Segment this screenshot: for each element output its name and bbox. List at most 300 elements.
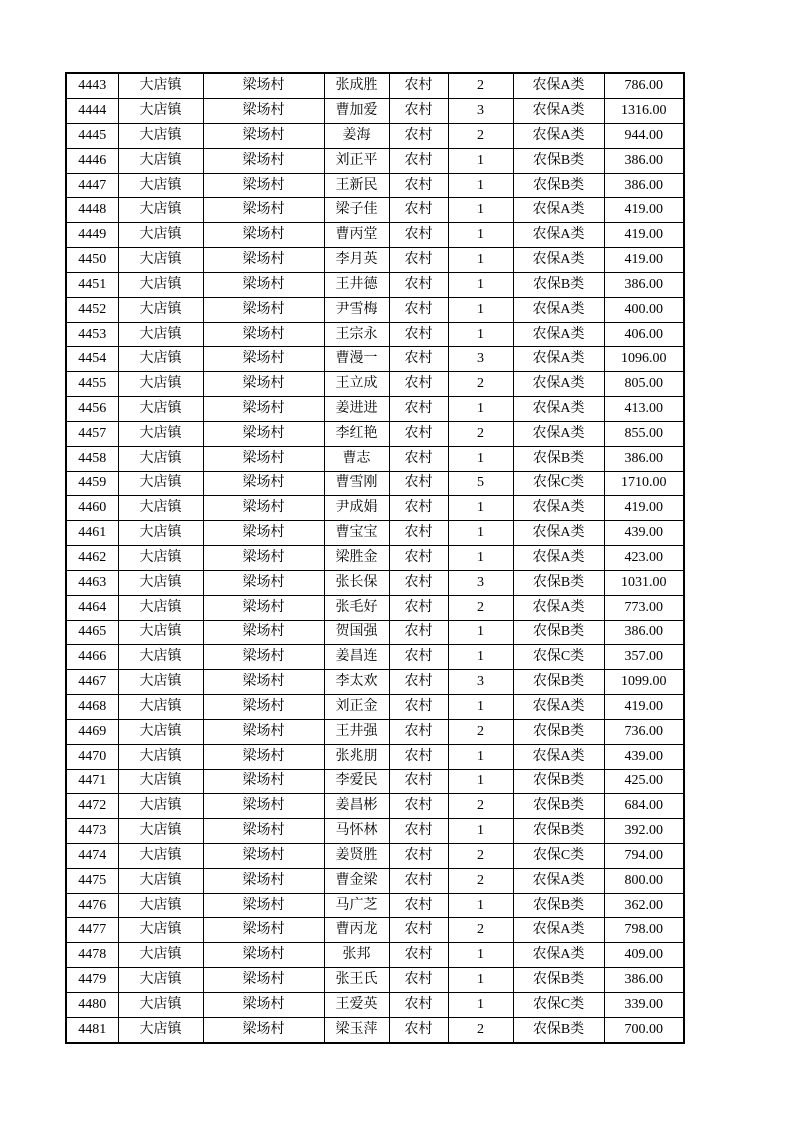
table-row xyxy=(66,645,684,670)
cell-count: 1 xyxy=(448,446,513,471)
cell-amount: 773.00 xyxy=(604,595,684,620)
cell-id: 4472 xyxy=(66,794,118,819)
cell-residence: 农村 xyxy=(389,670,448,695)
cell-name: 李红艳 xyxy=(324,421,389,446)
cell-id: 4460 xyxy=(66,496,118,521)
table-row xyxy=(66,272,684,297)
cell-category: 农保A类 xyxy=(513,496,604,521)
cell-town: 大店镇 xyxy=(118,99,203,124)
cell-id: 4465 xyxy=(66,620,118,645)
cell-town: 大店镇 xyxy=(118,272,203,297)
table-row xyxy=(66,421,684,446)
table-row xyxy=(66,992,684,1017)
cell-count: 1 xyxy=(448,223,513,248)
cell-name: 姜海 xyxy=(324,123,389,148)
cell-amount: 362.00 xyxy=(604,893,684,918)
cell-town: 大店镇 xyxy=(118,397,203,422)
cell-count: 1 xyxy=(448,744,513,769)
cell-id: 4443 xyxy=(66,73,118,99)
cell-amount: 423.00 xyxy=(604,546,684,571)
cell-count: 3 xyxy=(448,99,513,124)
cell-category: 农保B类 xyxy=(513,719,604,744)
table-row xyxy=(66,322,684,347)
cell-amount: 392.00 xyxy=(604,819,684,844)
cell-id: 4480 xyxy=(66,992,118,1017)
cell-category: 农保A类 xyxy=(513,943,604,968)
cell-category: 农保B类 xyxy=(513,1017,604,1043)
table-row xyxy=(66,943,684,968)
cell-village: 梁场村 xyxy=(203,645,324,670)
cell-category: 农保A类 xyxy=(513,322,604,347)
cell-village: 梁场村 xyxy=(203,868,324,893)
cell-name: 王井德 xyxy=(324,272,389,297)
cell-amount: 684.00 xyxy=(604,794,684,819)
cell-count: 1 xyxy=(448,173,513,198)
cell-count: 1 xyxy=(448,695,513,720)
cell-name: 张邦 xyxy=(324,943,389,968)
cell-name: 张长保 xyxy=(324,570,389,595)
cell-town: 大店镇 xyxy=(118,645,203,670)
cell-village: 梁场村 xyxy=(203,73,324,99)
table-row xyxy=(66,496,684,521)
table-row xyxy=(66,372,684,397)
cell-id: 4448 xyxy=(66,198,118,223)
cell-town: 大店镇 xyxy=(118,446,203,471)
cell-category: 农保A类 xyxy=(513,918,604,943)
cell-amount: 386.00 xyxy=(604,968,684,993)
cell-count: 2 xyxy=(448,1017,513,1043)
cell-id: 4473 xyxy=(66,819,118,844)
cell-count: 1 xyxy=(448,992,513,1017)
cell-category: 农保B类 xyxy=(513,272,604,297)
cell-residence: 农村 xyxy=(389,99,448,124)
cell-residence: 农村 xyxy=(389,744,448,769)
cell-category: 农保B类 xyxy=(513,446,604,471)
cell-category: 农保C类 xyxy=(513,844,604,869)
cell-town: 大店镇 xyxy=(118,744,203,769)
cell-name: 曹加爱 xyxy=(324,99,389,124)
cell-amount: 736.00 xyxy=(604,719,684,744)
cell-count: 1 xyxy=(448,272,513,297)
table-row xyxy=(66,719,684,744)
cell-category: 农保A类 xyxy=(513,695,604,720)
cell-residence: 农村 xyxy=(389,471,448,496)
cell-id: 4456 xyxy=(66,397,118,422)
cell-id: 4447 xyxy=(66,173,118,198)
cell-village: 梁场村 xyxy=(203,297,324,322)
cell-name: 姜昌彬 xyxy=(324,794,389,819)
cell-id: 4462 xyxy=(66,546,118,571)
cell-town: 大店镇 xyxy=(118,297,203,322)
cell-category: 农保A类 xyxy=(513,421,604,446)
cell-name: 王井强 xyxy=(324,719,389,744)
cell-count: 2 xyxy=(448,421,513,446)
cell-name: 尹成娟 xyxy=(324,496,389,521)
cell-count: 5 xyxy=(448,471,513,496)
cell-town: 大店镇 xyxy=(118,570,203,595)
cell-amount: 786.00 xyxy=(604,73,684,99)
cell-amount: 419.00 xyxy=(604,198,684,223)
cell-name: 马怀林 xyxy=(324,819,389,844)
cell-town: 大店镇 xyxy=(118,794,203,819)
cell-town: 大店镇 xyxy=(118,1017,203,1043)
cell-town: 大店镇 xyxy=(118,496,203,521)
cell-name: 曹宝宝 xyxy=(324,521,389,546)
cell-residence: 农村 xyxy=(389,595,448,620)
cell-name: 李爱民 xyxy=(324,769,389,794)
cell-village: 梁场村 xyxy=(203,595,324,620)
cell-village: 梁场村 xyxy=(203,968,324,993)
cell-residence: 农村 xyxy=(389,794,448,819)
cell-amount: 1710.00 xyxy=(604,471,684,496)
cell-village: 梁场村 xyxy=(203,223,324,248)
cell-category: 农保A类 xyxy=(513,73,604,99)
cell-category: 农保B类 xyxy=(513,794,604,819)
cell-count: 2 xyxy=(448,918,513,943)
cell-name: 王宗永 xyxy=(324,322,389,347)
cell-amount: 855.00 xyxy=(604,421,684,446)
table-row xyxy=(66,198,684,223)
cell-count: 1 xyxy=(448,496,513,521)
cell-town: 大店镇 xyxy=(118,471,203,496)
cell-town: 大店镇 xyxy=(118,943,203,968)
cell-village: 梁场村 xyxy=(203,794,324,819)
cell-name: 梁胜金 xyxy=(324,546,389,571)
cell-id: 4467 xyxy=(66,670,118,695)
cell-count: 3 xyxy=(448,670,513,695)
cell-residence: 农村 xyxy=(389,968,448,993)
cell-name: 刘正平 xyxy=(324,148,389,173)
table-row xyxy=(66,918,684,943)
cell-name: 梁玉萍 xyxy=(324,1017,389,1043)
table-row xyxy=(66,769,684,794)
cell-amount: 805.00 xyxy=(604,372,684,397)
records-table xyxy=(65,72,685,1044)
cell-residence: 农村 xyxy=(389,893,448,918)
cell-town: 大店镇 xyxy=(118,347,203,372)
cell-amount: 700.00 xyxy=(604,1017,684,1043)
cell-category: 农保A类 xyxy=(513,223,604,248)
cell-name: 张兆朋 xyxy=(324,744,389,769)
cell-category: 农保A类 xyxy=(513,521,604,546)
cell-count: 1 xyxy=(448,645,513,670)
cell-count: 1 xyxy=(448,521,513,546)
cell-category: 农保A类 xyxy=(513,198,604,223)
cell-residence: 农村 xyxy=(389,546,448,571)
cell-village: 梁场村 xyxy=(203,695,324,720)
cell-id: 4458 xyxy=(66,446,118,471)
cell-amount: 406.00 xyxy=(604,322,684,347)
cell-category: 农保B类 xyxy=(513,570,604,595)
cell-village: 梁场村 xyxy=(203,421,324,446)
cell-name: 李月英 xyxy=(324,248,389,273)
cell-residence: 农村 xyxy=(389,372,448,397)
cell-village: 梁场村 xyxy=(203,719,324,744)
cell-count: 3 xyxy=(448,570,513,595)
cell-village: 梁场村 xyxy=(203,446,324,471)
cell-category: 农保A类 xyxy=(513,99,604,124)
cell-amount: 798.00 xyxy=(604,918,684,943)
cell-village: 梁场村 xyxy=(203,992,324,1017)
cell-category: 农保B类 xyxy=(513,670,604,695)
cell-id: 4446 xyxy=(66,148,118,173)
cell-village: 梁场村 xyxy=(203,769,324,794)
cell-name: 尹雪梅 xyxy=(324,297,389,322)
cell-amount: 944.00 xyxy=(604,123,684,148)
cell-category: 农保A类 xyxy=(513,123,604,148)
cell-town: 大店镇 xyxy=(118,521,203,546)
cell-residence: 农村 xyxy=(389,272,448,297)
cell-id: 4450 xyxy=(66,248,118,273)
cell-village: 梁场村 xyxy=(203,123,324,148)
cell-town: 大店镇 xyxy=(118,173,203,198)
cell-village: 梁场村 xyxy=(203,546,324,571)
cell-residence: 农村 xyxy=(389,248,448,273)
table-row xyxy=(66,893,684,918)
cell-id: 4459 xyxy=(66,471,118,496)
cell-village: 梁场村 xyxy=(203,248,324,273)
cell-residence: 农村 xyxy=(389,421,448,446)
cell-amount: 386.00 xyxy=(604,620,684,645)
cell-village: 梁场村 xyxy=(203,844,324,869)
cell-village: 梁场村 xyxy=(203,347,324,372)
cell-name: 曹志 xyxy=(324,446,389,471)
table-row xyxy=(66,844,684,869)
cell-name: 姜昌连 xyxy=(324,645,389,670)
cell-name: 张毛好 xyxy=(324,595,389,620)
cell-id: 4453 xyxy=(66,322,118,347)
cell-village: 梁场村 xyxy=(203,322,324,347)
cell-amount: 419.00 xyxy=(604,223,684,248)
cell-village: 梁场村 xyxy=(203,670,324,695)
cell-residence: 农村 xyxy=(389,992,448,1017)
cell-town: 大店镇 xyxy=(118,844,203,869)
cell-name: 王立成 xyxy=(324,372,389,397)
cell-residence: 农村 xyxy=(389,347,448,372)
table-row xyxy=(66,570,684,595)
cell-name: 姜贤胜 xyxy=(324,844,389,869)
cell-id: 4449 xyxy=(66,223,118,248)
table-row xyxy=(66,248,684,273)
table-row xyxy=(66,297,684,322)
cell-category: 农保B类 xyxy=(513,968,604,993)
table-row xyxy=(66,620,684,645)
cell-village: 梁场村 xyxy=(203,99,324,124)
table-row xyxy=(66,99,684,124)
table-row xyxy=(66,223,684,248)
cell-id: 4451 xyxy=(66,272,118,297)
cell-amount: 386.00 xyxy=(604,173,684,198)
cell-name: 马广芝 xyxy=(324,893,389,918)
cell-residence: 农村 xyxy=(389,223,448,248)
cell-count: 1 xyxy=(448,546,513,571)
table-row xyxy=(66,695,684,720)
cell-residence: 农村 xyxy=(389,719,448,744)
cell-count: 1 xyxy=(448,198,513,223)
cell-amount: 339.00 xyxy=(604,992,684,1017)
table-row xyxy=(66,446,684,471)
cell-category: 农保A类 xyxy=(513,595,604,620)
cell-name: 贺国强 xyxy=(324,620,389,645)
table-row xyxy=(66,471,684,496)
cell-id: 4478 xyxy=(66,943,118,968)
cell-id: 4474 xyxy=(66,844,118,869)
cell-village: 梁场村 xyxy=(203,148,324,173)
cell-amount: 439.00 xyxy=(604,521,684,546)
cell-category: 农保A类 xyxy=(513,347,604,372)
cell-amount: 1316.00 xyxy=(604,99,684,124)
cell-residence: 农村 xyxy=(389,645,448,670)
cell-residence: 农村 xyxy=(389,918,448,943)
cell-category: 农保A类 xyxy=(513,546,604,571)
cell-town: 大店镇 xyxy=(118,223,203,248)
cell-category: 农保B类 xyxy=(513,819,604,844)
cell-category: 农保C类 xyxy=(513,471,604,496)
cell-town: 大店镇 xyxy=(118,198,203,223)
cell-category: 农保A类 xyxy=(513,297,604,322)
table-row xyxy=(66,73,684,99)
cell-count: 3 xyxy=(448,347,513,372)
cell-amount: 419.00 xyxy=(604,695,684,720)
cell-village: 梁场村 xyxy=(203,918,324,943)
cell-count: 1 xyxy=(448,893,513,918)
cell-town: 大店镇 xyxy=(118,372,203,397)
cell-town: 大店镇 xyxy=(118,148,203,173)
cell-id: 4457 xyxy=(66,421,118,446)
cell-village: 梁场村 xyxy=(203,943,324,968)
cell-residence: 农村 xyxy=(389,943,448,968)
cell-town: 大店镇 xyxy=(118,620,203,645)
cell-name: 曹金梁 xyxy=(324,868,389,893)
cell-town: 大店镇 xyxy=(118,918,203,943)
cell-category: 农保B类 xyxy=(513,620,604,645)
cell-count: 1 xyxy=(448,148,513,173)
cell-category: 农保C类 xyxy=(513,645,604,670)
cell-residence: 农村 xyxy=(389,570,448,595)
cell-amount: 357.00 xyxy=(604,645,684,670)
cell-residence: 农村 xyxy=(389,620,448,645)
cell-amount: 439.00 xyxy=(604,744,684,769)
cell-town: 大店镇 xyxy=(118,670,203,695)
cell-residence: 农村 xyxy=(389,322,448,347)
cell-village: 梁场村 xyxy=(203,570,324,595)
cell-town: 大店镇 xyxy=(118,719,203,744)
table-row xyxy=(66,670,684,695)
cell-count: 2 xyxy=(448,595,513,620)
cell-residence: 农村 xyxy=(389,521,448,546)
cell-count: 1 xyxy=(448,248,513,273)
table-row xyxy=(66,173,684,198)
cell-amount: 419.00 xyxy=(604,248,684,273)
cell-count: 1 xyxy=(448,297,513,322)
table-row xyxy=(66,1017,684,1043)
table-row xyxy=(66,819,684,844)
cell-village: 梁场村 xyxy=(203,496,324,521)
cell-count: 2 xyxy=(448,794,513,819)
cell-amount: 1031.00 xyxy=(604,570,684,595)
cell-residence: 农村 xyxy=(389,695,448,720)
cell-name: 李太欢 xyxy=(324,670,389,695)
cell-name: 姜进进 xyxy=(324,397,389,422)
cell-count: 1 xyxy=(448,968,513,993)
table-row xyxy=(66,595,684,620)
cell-village: 梁场村 xyxy=(203,521,324,546)
cell-id: 4469 xyxy=(66,719,118,744)
cell-id: 4471 xyxy=(66,769,118,794)
cell-amount: 1096.00 xyxy=(604,347,684,372)
cell-category: 农保A类 xyxy=(513,868,604,893)
table-row xyxy=(66,546,684,571)
cell-category: 农保A类 xyxy=(513,744,604,769)
cell-residence: 农村 xyxy=(389,397,448,422)
cell-name: 王爱英 xyxy=(324,992,389,1017)
cell-town: 大店镇 xyxy=(118,819,203,844)
cell-town: 大店镇 xyxy=(118,769,203,794)
cell-category: 农保C类 xyxy=(513,992,604,1017)
cell-residence: 农村 xyxy=(389,148,448,173)
cell-id: 4477 xyxy=(66,918,118,943)
cell-town: 大店镇 xyxy=(118,595,203,620)
cell-amount: 413.00 xyxy=(604,397,684,422)
cell-count: 2 xyxy=(448,123,513,148)
cell-residence: 农村 xyxy=(389,868,448,893)
table-row xyxy=(66,968,684,993)
cell-name: 王新民 xyxy=(324,173,389,198)
cell-category: 农保B类 xyxy=(513,769,604,794)
cell-name: 曹丙龙 xyxy=(324,918,389,943)
cell-count: 2 xyxy=(448,868,513,893)
cell-count: 2 xyxy=(448,719,513,744)
cell-category: 农保B类 xyxy=(513,893,604,918)
cell-village: 梁场村 xyxy=(203,372,324,397)
cell-count: 1 xyxy=(448,322,513,347)
cell-category: 农保A类 xyxy=(513,248,604,273)
cell-village: 梁场村 xyxy=(203,744,324,769)
cell-residence: 农村 xyxy=(389,123,448,148)
cell-name: 曹丙堂 xyxy=(324,223,389,248)
cell-amount: 425.00 xyxy=(604,769,684,794)
cell-name: 刘正金 xyxy=(324,695,389,720)
cell-village: 梁场村 xyxy=(203,620,324,645)
cell-village: 梁场村 xyxy=(203,397,324,422)
cell-village: 梁场村 xyxy=(203,471,324,496)
table-row xyxy=(66,794,684,819)
cell-town: 大店镇 xyxy=(118,322,203,347)
cell-amount: 794.00 xyxy=(604,844,684,869)
cell-residence: 农村 xyxy=(389,844,448,869)
cell-name: 张王氏 xyxy=(324,968,389,993)
cell-residence: 农村 xyxy=(389,496,448,521)
table-row xyxy=(66,123,684,148)
cell-residence: 农村 xyxy=(389,769,448,794)
cell-residence: 农村 xyxy=(389,819,448,844)
cell-town: 大店镇 xyxy=(118,123,203,148)
cell-town: 大店镇 xyxy=(118,992,203,1017)
cell-id: 4481 xyxy=(66,1017,118,1043)
cell-residence: 农村 xyxy=(389,446,448,471)
cell-amount: 386.00 xyxy=(604,272,684,297)
cell-category: 农保A类 xyxy=(513,372,604,397)
cell-amount: 800.00 xyxy=(604,868,684,893)
cell-count: 1 xyxy=(448,943,513,968)
cell-category: 农保B类 xyxy=(513,173,604,198)
cell-amount: 1099.00 xyxy=(604,670,684,695)
cell-residence: 农村 xyxy=(389,173,448,198)
table-row xyxy=(66,148,684,173)
cell-category: 农保B类 xyxy=(513,148,604,173)
cell-category: 农保A类 xyxy=(513,397,604,422)
cell-id: 4461 xyxy=(66,521,118,546)
